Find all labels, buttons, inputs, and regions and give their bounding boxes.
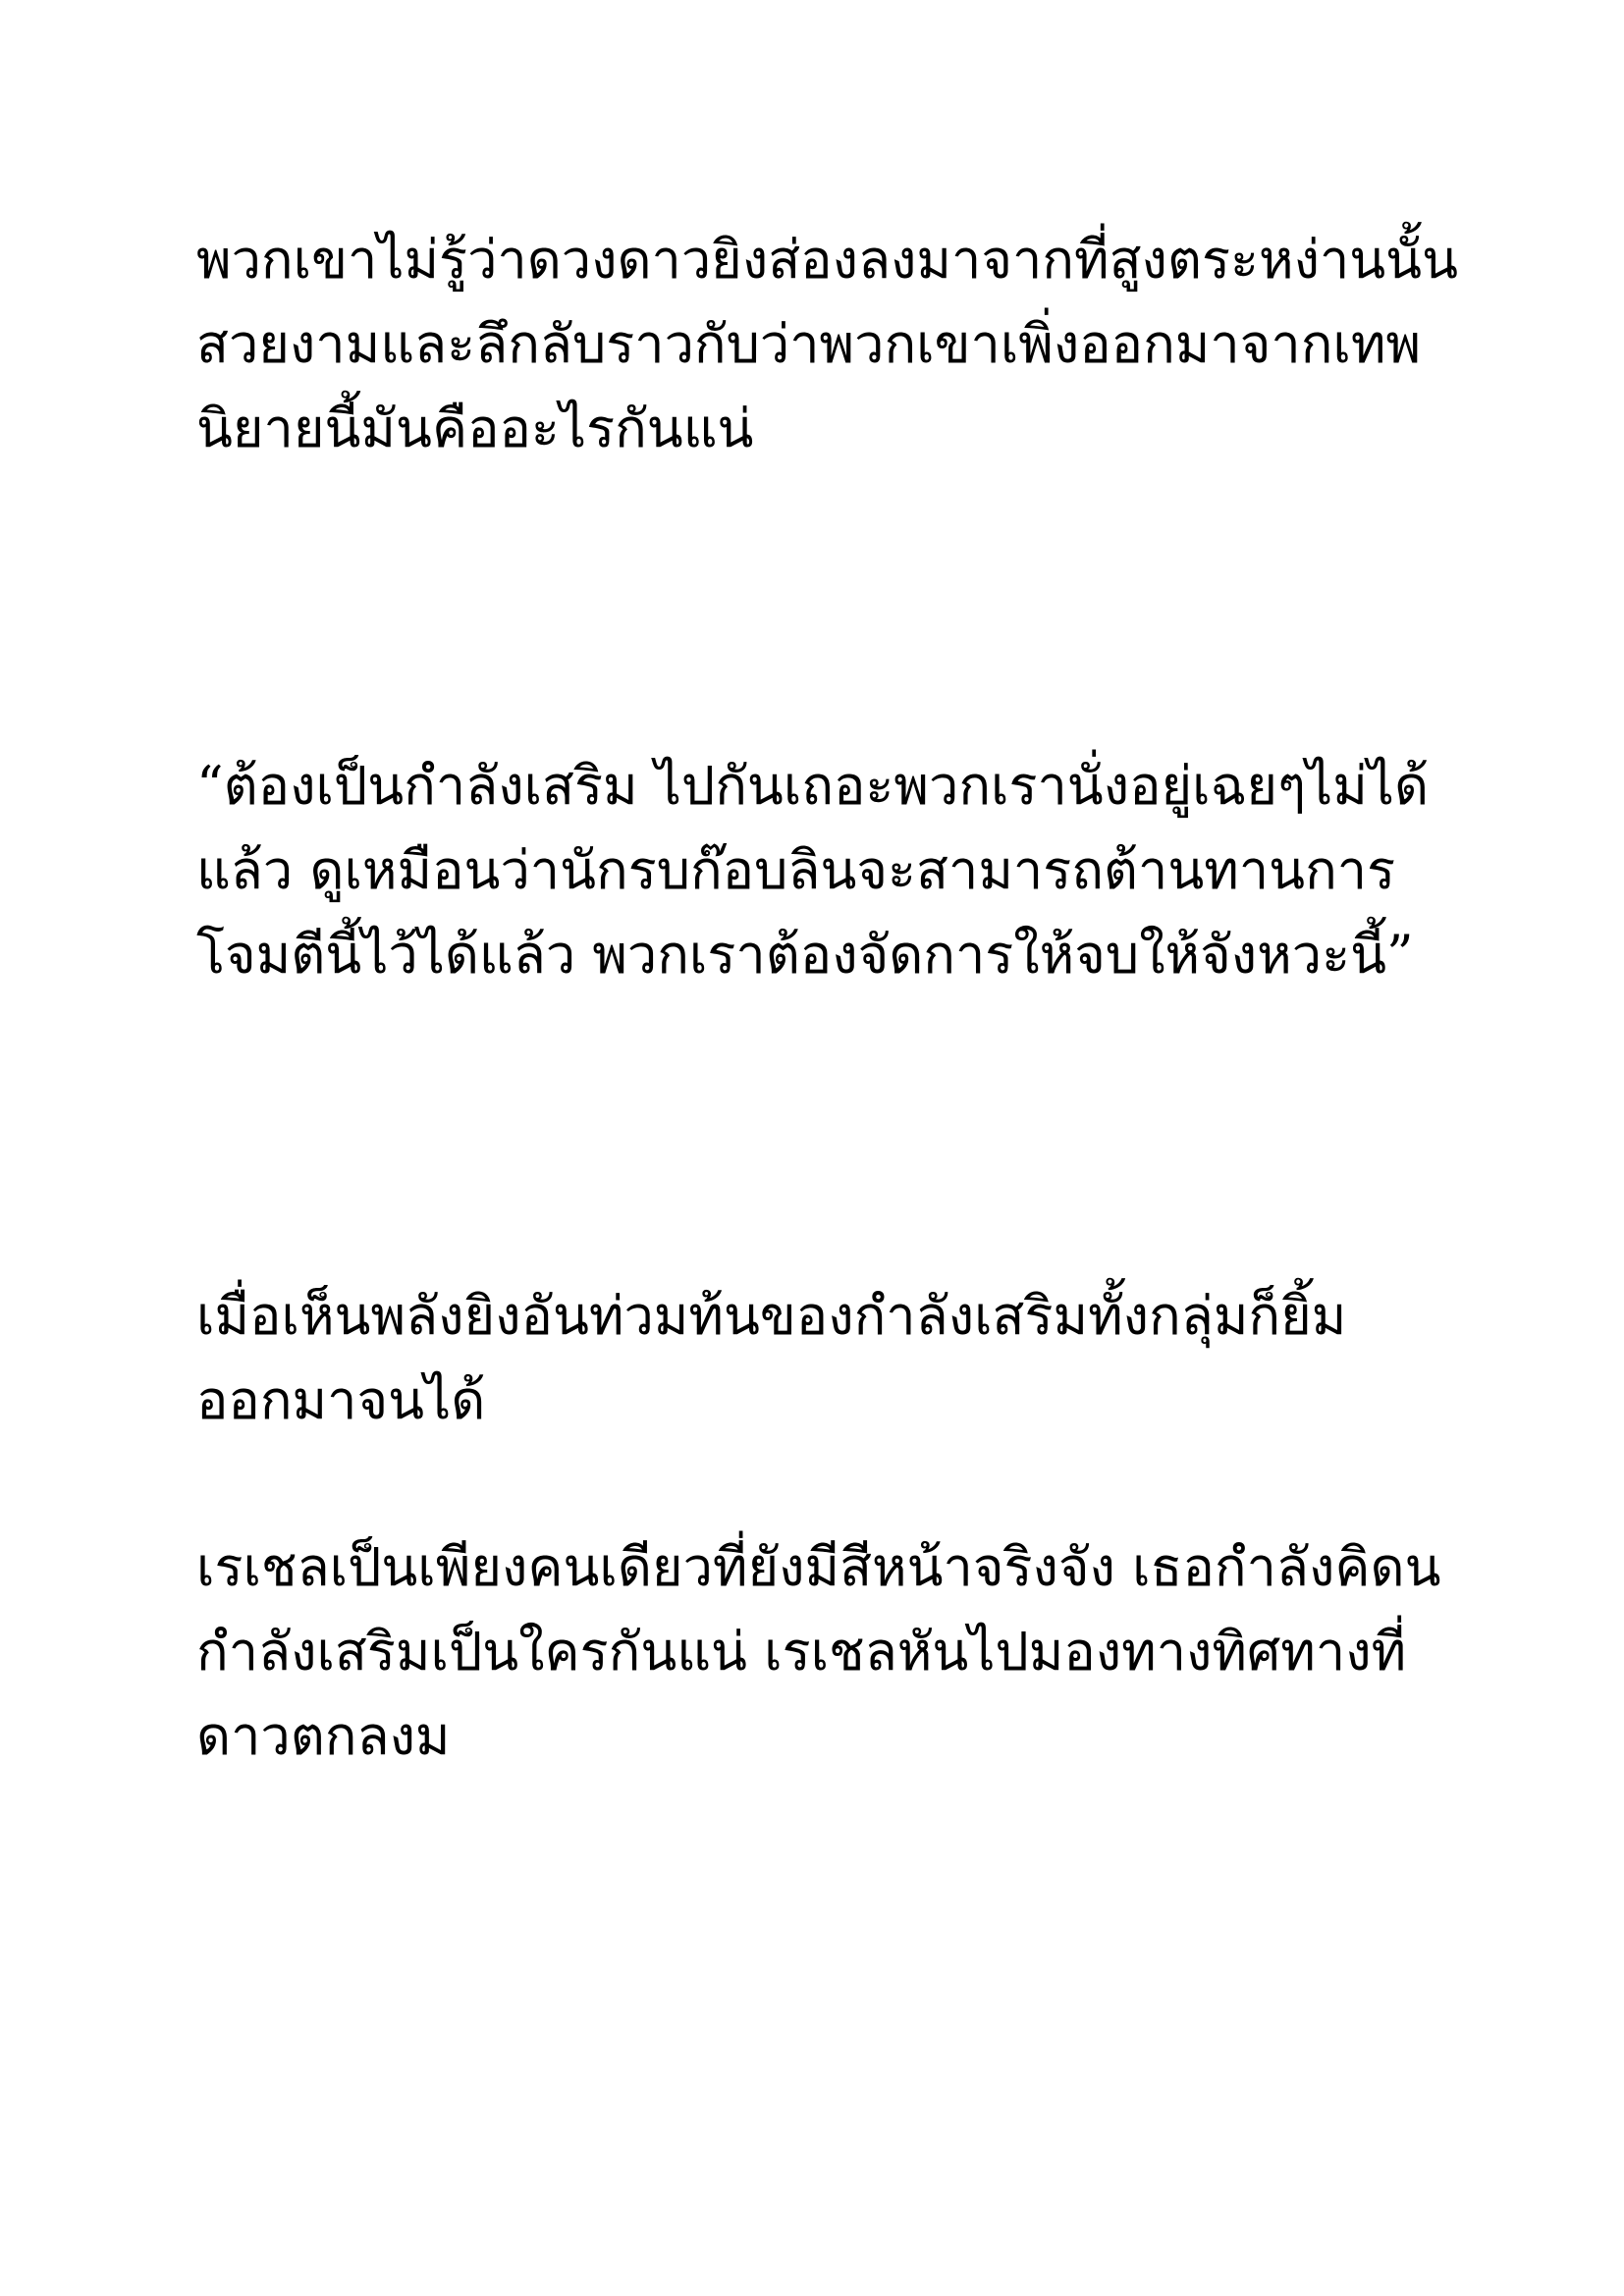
- paragraph-line: “ต้องเป็นกำลังเสริม ไปกันเถอะพวกเรานั่งอยู่เฉยๆไม่ได้: [196, 755, 1430, 817]
- paragraph-line: พวกเขาไม่รู้ว่าดวงดาวยิงส่องลงมาจากที่สูงตระหง่านนั้น: [196, 229, 1459, 291]
- paragraph-line: ออกมาจนได้: [196, 1369, 486, 1431]
- paragraph-4: [196, 1525, 1473, 1779]
- paragraph-line: เรเชลเป็นเพียงคนเดียวที่ยังมีสีหน้าจริงจัง เธอกำลังคิดน: [196, 1536, 1441, 1598]
- paragraph-line: สวยงามและลึกลับราวกับว่าพวกเขาเพิ่งออกมาจากเทพ: [196, 313, 1422, 375]
- paragraph-line: โจมตีนี้ไว้ได้แล้ว พวกเราต้องจัดการให้จบให้จังหวะนี้”: [196, 924, 1414, 986]
- paragraph-line: ดาวตกลงม: [196, 1705, 451, 1767]
- paragraph-line: แล้ว ดูเหมือนว่านักรบก๊อบลินจะสามารถต้านทานการ: [196, 839, 1396, 901]
- paragraph-3: [196, 1274, 1473, 1443]
- paragraph-2: [196, 744, 1473, 997]
- paragraph-line: นิยายนี้มันคืออะไรกันแน่: [196, 398, 754, 459]
- paragraph-1: [196, 218, 1473, 471]
- paragraph-line: กำลังเสริมเป็นใครกันแน่ เรเชลหันไปมองทางทิศทางที่: [196, 1621, 1407, 1682]
- paragraph-line: เมื่อเห็นพลังยิงอันท่วมท้นของกำลังเสริมทั้งกลุ่มก็ยิ้ม: [196, 1285, 1347, 1347]
